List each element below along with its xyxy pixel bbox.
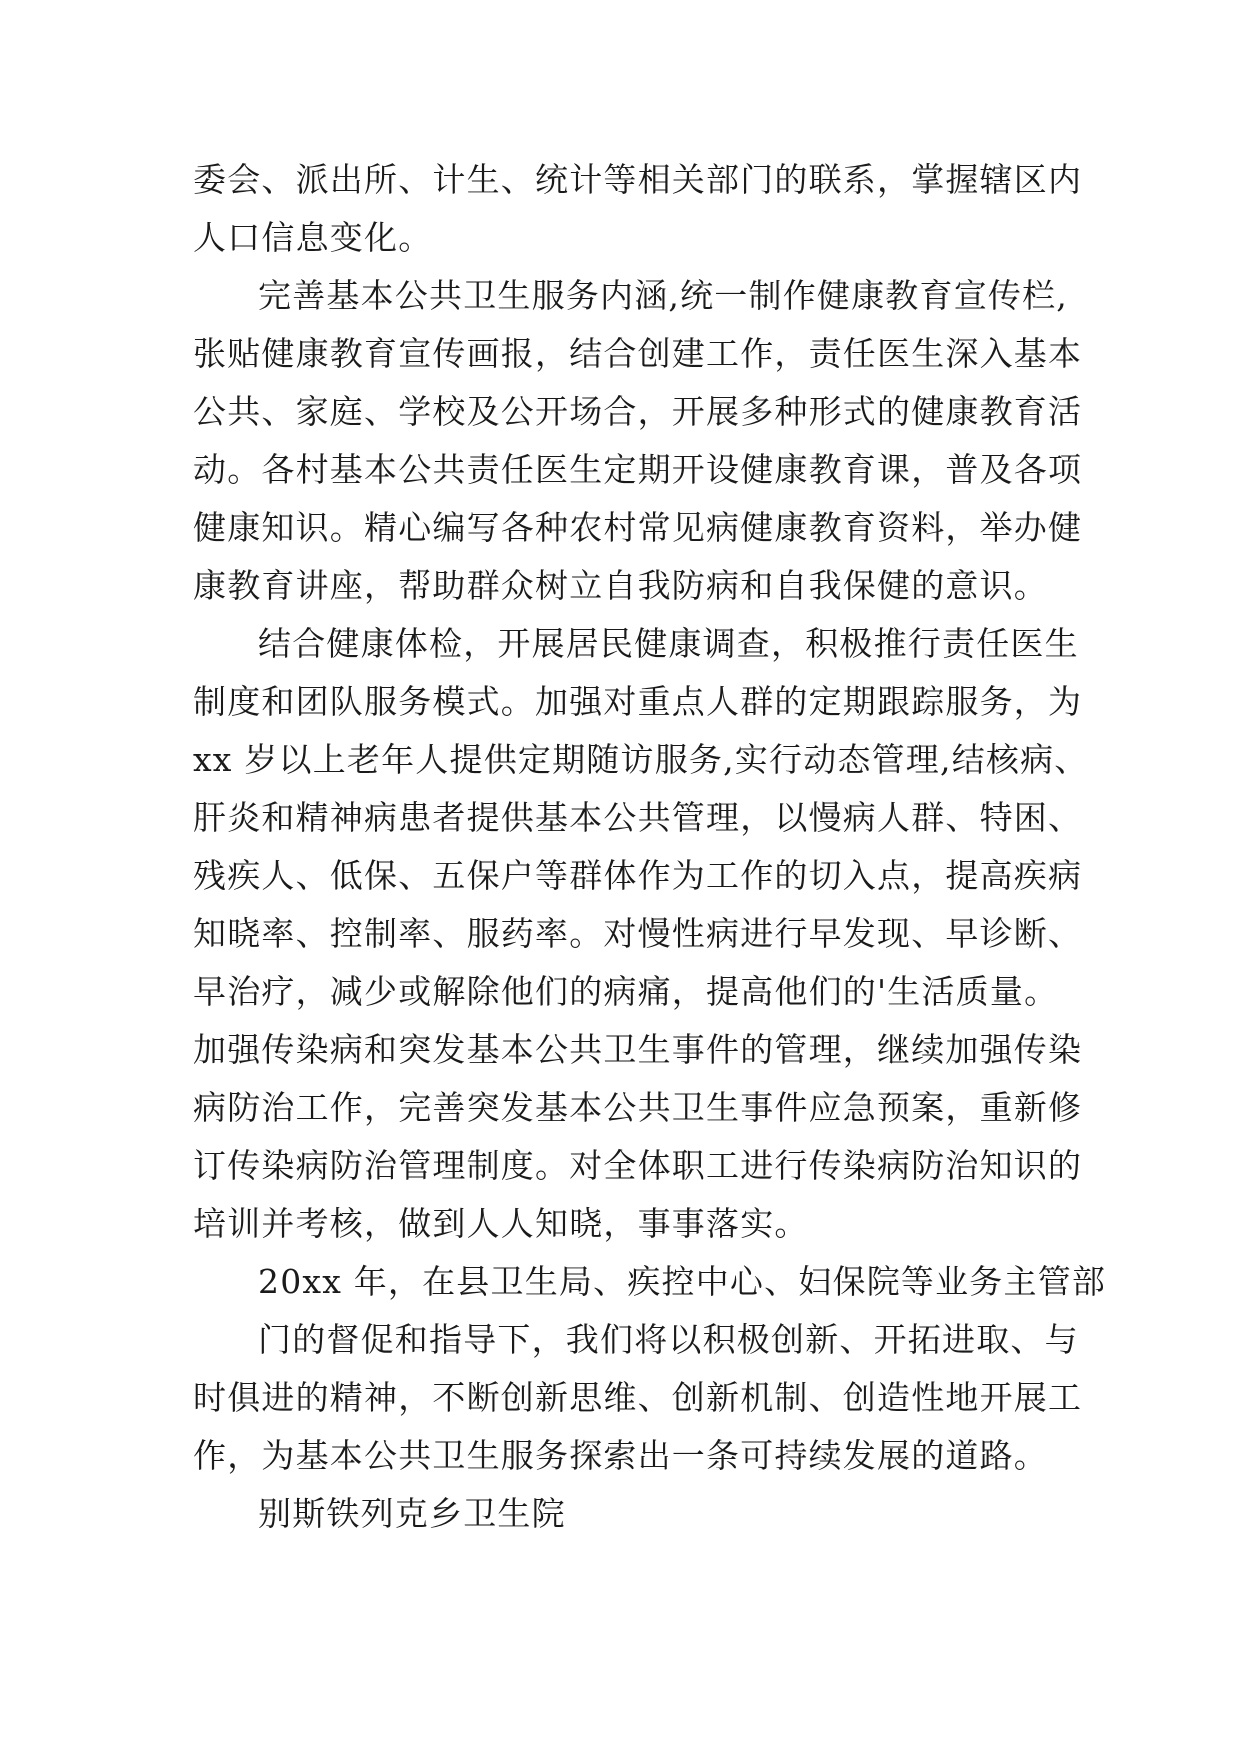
paragraph-first-line: 完善基本公共卫生服务内涵,统一制作健康教育宣传栏, (258, 276, 1068, 315)
text-line: 时俱进的精神，不断创新思维、创新机制、创造性地开展工 (193, 1378, 1083, 1417)
text-line: 肝炎和精神病患者提供基本公共管理，以慢病人群、特困、 (193, 798, 1083, 837)
text-line: 委会、派出所、计生、统计等相关部门的联系，掌握辖区内 (193, 160, 1083, 199)
text-line: 残疾人、低保、五保户等群体作为工作的切入点，提高疾病 (193, 856, 1083, 895)
text-line: 康教育讲座，帮助群众树立自我防病和自我保健的意识。 (193, 566, 1048, 605)
signature-organization: 别斯铁列克乡卫生院 (258, 1494, 566, 1533)
text-line: 知晓率、控制率、服药率。对慢性病进行早发现、早诊断、 (193, 914, 1083, 953)
text-line: 早治疗，减少或解除他们的病痛，提高他们的'生活质量。 (193, 972, 1059, 1011)
text-line: 制度和团队服务模式。加强对重点人群的定期跟踪服务，为 (193, 682, 1083, 721)
text-line: 订传染病防治管理制度。对全体职工进行传染病防治知识的 (193, 1146, 1083, 1185)
paragraph-first-line: 20xx 年，在县卫生局、疾控中心、妇保院等业务主管部 (258, 1262, 1107, 1301)
text-line: 作，为基本公共卫生服务探索出一条可持续发展的道路。 (193, 1436, 1048, 1475)
text-line: 病防治工作，完善突发基本公共卫生事件应急预案，重新修 (193, 1088, 1083, 1127)
text-line: 公共、家庭、学校及公开场合，开展多种形式的健康教育活 (193, 392, 1083, 431)
text-line: 张贴健康教育宣传画报，结合创建工作，责任医生深入基本 (193, 334, 1083, 373)
text-line: 培训并考核，做到人人知晓，事事落实。 (193, 1204, 809, 1243)
text-line: 动。各村基本公共责任医生定期开设健康教育课，普及各项 (193, 450, 1083, 489)
text-line: 健康知识。精心编写各种农村常见病健康教育资料，举办健 (193, 508, 1083, 547)
text-line: 加强传染病和突发基本公共卫生事件的管理，继续加强传染 (193, 1030, 1083, 1069)
paragraph-first-line: 结合健康体检，开展居民健康调查，积极推行责任医生 (258, 624, 1079, 663)
text-line: 人口信息变化。 (193, 218, 433, 257)
text-line: xx 岁以上老年人提供定期随访服务,实行动态管理,结核病、 (193, 740, 1089, 779)
paragraph-first-line: 门的督促和指导下，我们将以积极创新、开拓进取、与 (258, 1320, 1079, 1359)
